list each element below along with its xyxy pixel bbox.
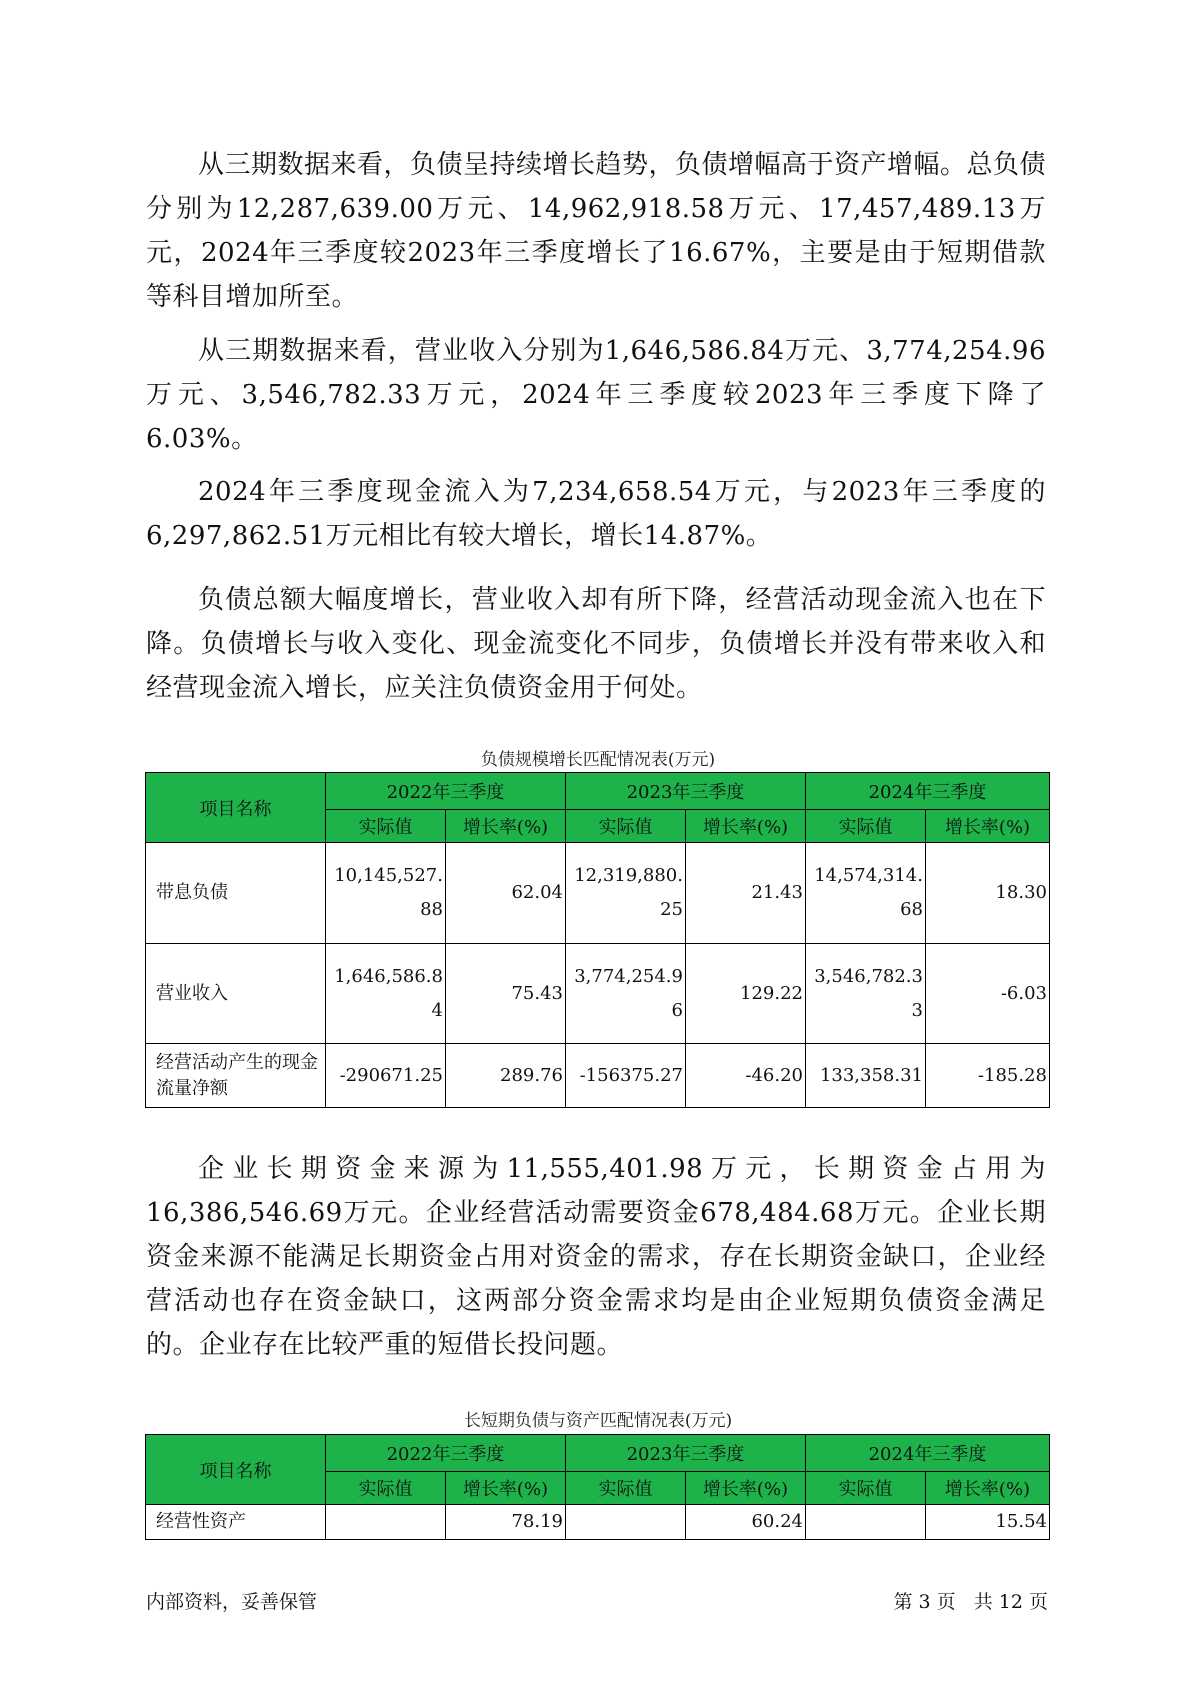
cell-value xyxy=(566,1505,686,1540)
header-growth-rate: 增长率(%) xyxy=(686,810,806,843)
cell-value: 10,145,527.88 xyxy=(326,843,446,944)
cell-value: 15.54 xyxy=(926,1505,1050,1540)
paragraph-revenue: 从三期数据来看，营业收入分别为1,646,586.84万元、3,774,254.96万元、3,546,782.33万元，2024年三季度较2023年三季度下降了6.03%。 xyxy=(146,336,1046,454)
cell-value xyxy=(806,1505,926,1540)
cell-value: 3,546,782.33 xyxy=(806,944,926,1044)
table-row xyxy=(146,843,1050,944)
table-row xyxy=(146,1044,1050,1108)
table2-caption: 长短期负债与资产匹配情况表(万元) xyxy=(463,1411,733,1431)
cell-value: 60.24 xyxy=(686,1505,806,1540)
cell-value: -6.03 xyxy=(926,944,1050,1044)
paragraph-cash-inflow: 2024年三季度现金流入为7,234,658.54万元，与2023年三季度的6,297,862.51万元相比有较大增长，增长14.87%。 xyxy=(146,477,1046,551)
header-growth-rate: 增长率(%) xyxy=(926,1472,1050,1505)
paragraph-funding-gap: 企业长期资金来源为11,555,401.98万元，长期资金占用为16,386,546.69万元。企业经营活动需要资金678,484.68万元。企业长期资金来源不能满足长期资金占用对资金的需求，存在长期资金缺口，企业经营活动也存在资金缺口，这两部分资金需求均是由企业短期负债资金满足的。企业存在比较严重的短借长投问题。 xyxy=(146,1154,1046,1360)
row-label: 经营性资产 xyxy=(146,1505,326,1540)
table1-caption: 负债规模增长匹配情况表(万元) xyxy=(480,750,716,770)
header-actual-value: 实际值 xyxy=(326,810,446,843)
header-period: 2023年三季度 xyxy=(566,1435,806,1472)
header-item-name: 项目名称 xyxy=(146,773,326,843)
row-label: 营业收入 xyxy=(146,944,326,1044)
cell-value: -156375.27 xyxy=(566,1044,686,1108)
cell-value: 18.30 xyxy=(926,843,1050,944)
cell-value: 21.43 xyxy=(686,843,806,944)
cell-value: -290671.25 xyxy=(326,1044,446,1108)
header-period: 2024年三季度 xyxy=(806,1435,1050,1472)
header-actual-value: 实际值 xyxy=(806,810,926,843)
cell-value: -185.28 xyxy=(926,1044,1050,1108)
cell-value: 133,358.31 xyxy=(806,1044,926,1108)
cell-value: 289.76 xyxy=(446,1044,566,1108)
cell-value: 3,774,254.96 xyxy=(566,944,686,1044)
table-row xyxy=(146,1505,1050,1540)
paragraph-liabilities: 从三期数据来看，负债呈持续增长趋势，负债增幅高于资产增幅。总负债分别为12,287,639.00万元、14,962,918.58万元、17,457,489.13万元，2024年三季度较2023年三季度增长了16.67%，主要是由于短期借款等科目增加所至。 xyxy=(146,150,1047,312)
row-label: 经营活动产生的现金流量净额 xyxy=(146,1044,326,1108)
cell-value: 78.19 xyxy=(446,1505,566,1540)
cell-value: 62.04 xyxy=(446,843,566,944)
header-actual-value: 实际值 xyxy=(326,1472,446,1505)
header-period: 2022年三季度 xyxy=(326,1435,566,1472)
header-period: 2024年三季度 xyxy=(806,773,1050,810)
cell-value: 1,646,586.84 xyxy=(326,944,446,1044)
header-period: 2022年三季度 xyxy=(326,773,566,810)
header-item-name: 项目名称 xyxy=(146,1435,326,1505)
header-growth-rate: 增长率(%) xyxy=(686,1472,806,1505)
cell-value: 129.22 xyxy=(686,944,806,1044)
cell-value: 75.43 xyxy=(446,944,566,1044)
paragraph-analysis: 负债总额大幅度增长，营业收入却有所下降，经营活动现金流入也在下降。负债增长与收入变化、现金流变化不同步，负债增长并没有带来收入和经营现金流入增长，应关注负债资金用于何处。 xyxy=(146,585,1046,703)
cell-value: 12,319,880.25 xyxy=(566,843,686,944)
table-row xyxy=(146,944,1050,1044)
header-growth-rate: 增长率(%) xyxy=(446,1472,566,1505)
cell-value xyxy=(326,1505,446,1540)
header-period: 2023年三季度 xyxy=(566,773,806,810)
cell-value: -46.20 xyxy=(686,1044,806,1108)
debt-asset-match-table xyxy=(145,1434,1050,1540)
header-actual-value: 实际值 xyxy=(566,1472,686,1505)
header-actual-value: 实际值 xyxy=(806,1472,926,1505)
header-growth-rate: 增长率(%) xyxy=(926,810,1050,843)
footer-confidential: 内部资料，妥善保管 xyxy=(146,1591,318,1613)
liability-growth-table xyxy=(145,772,1050,1108)
header-actual-value: 实际值 xyxy=(566,810,686,843)
header-growth-rate: 增长率(%) xyxy=(446,810,566,843)
footer-page-number: 第 3 页 共 12 页 xyxy=(893,1591,1048,1613)
cell-value: 14,574,314.68 xyxy=(806,843,926,944)
row-label: 带息负债 xyxy=(146,843,326,944)
